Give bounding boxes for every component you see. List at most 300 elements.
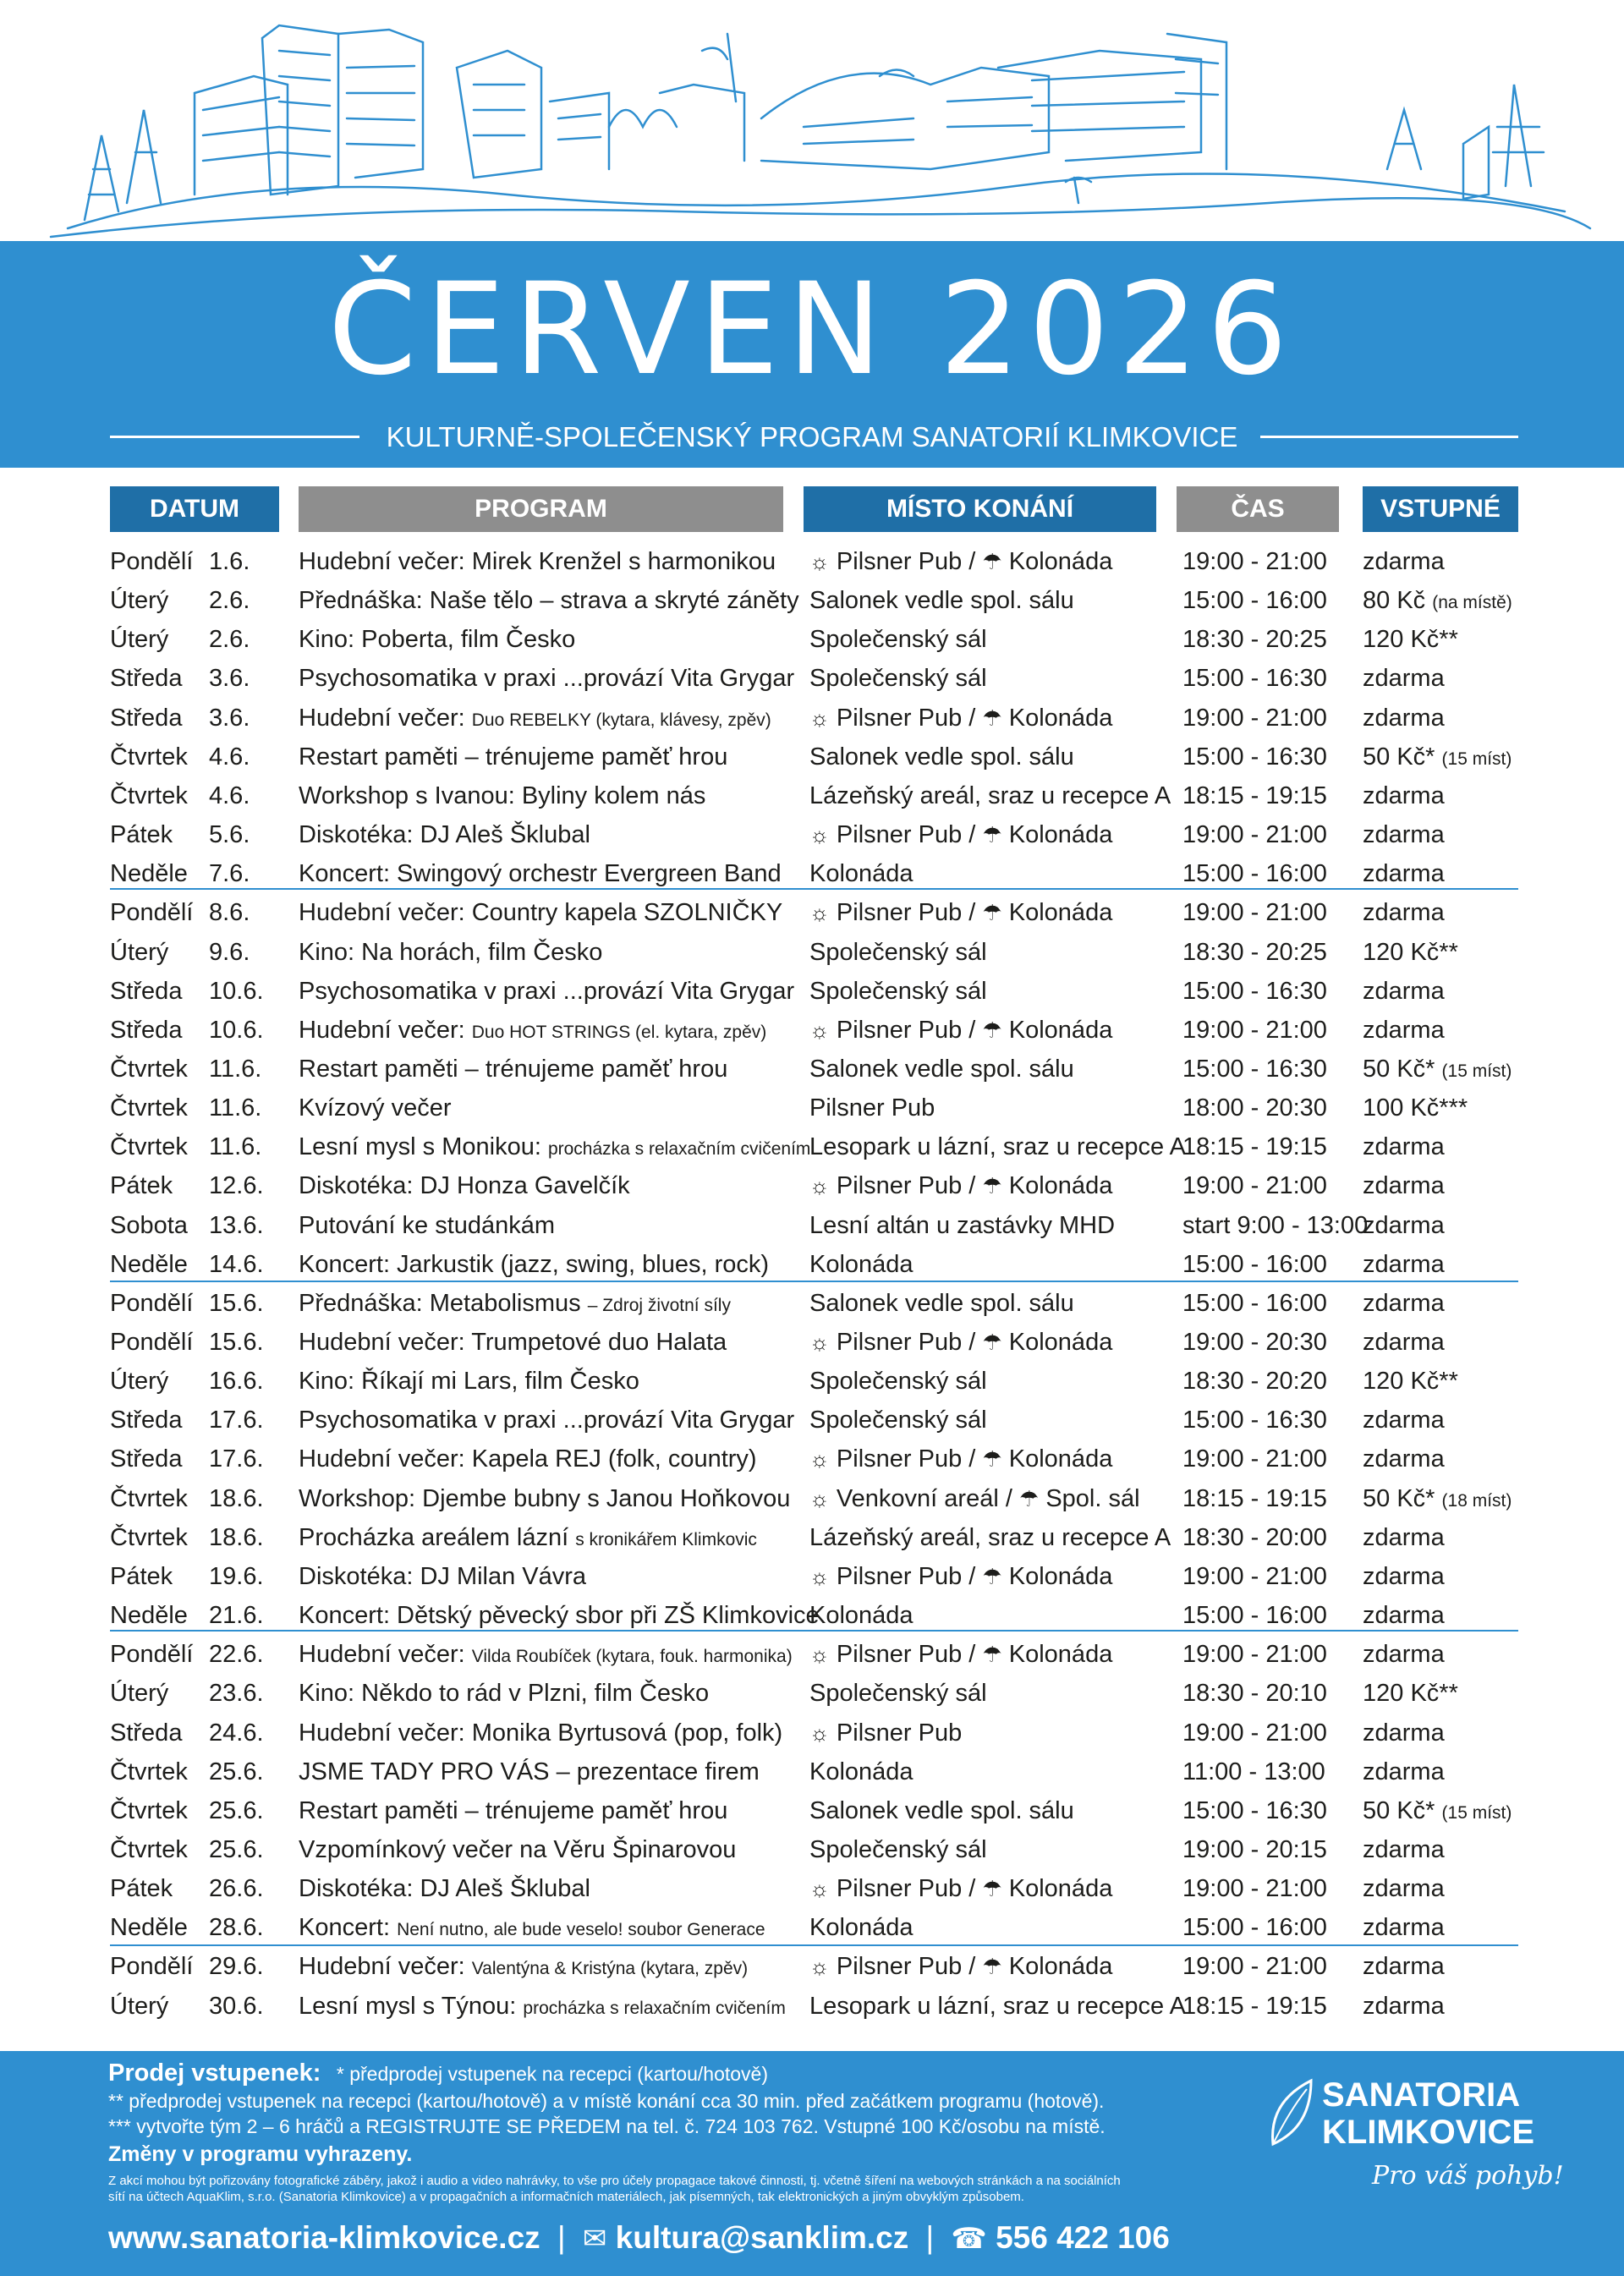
table-row (0, 1440, 1624, 1478)
row-time: 18:30 - 20:25 (1182, 626, 1327, 654)
page-subtitle (0, 420, 1624, 454)
table-row (0, 1206, 1624, 1245)
umbrella-rain-icon: ☂ (982, 822, 1002, 848)
entry-note: (na místě) (1432, 593, 1512, 613)
row-entry (1363, 1674, 1458, 1713)
row-entry (1363, 776, 1445, 815)
row-date: 16.6. (209, 1368, 264, 1396)
program-text: Kino: Říkají mi Lars, film Česko (299, 1368, 639, 1396)
row-entry (1363, 1869, 1445, 1908)
row-place: Lesní altán u zastávky MHD (809, 1211, 1116, 1239)
sun-icon: ☼ (809, 549, 830, 574)
place-rainy: Kolonáda (1008, 1016, 1113, 1044)
entry-price: zdarma (1363, 1289, 1445, 1317)
program-text: Kino: Poberta, film Česko (299, 626, 576, 654)
program-detail: – Zdroj životní síly (587, 1295, 731, 1315)
program-text: Workshop: Djembe bubny s Janou Hoňkovou (299, 1484, 791, 1512)
row-time: 19:00 - 20:30 (1182, 1329, 1327, 1356)
program-text: Hudební večer: (299, 1641, 465, 1669)
table-row (0, 542, 1624, 581)
entry-price: zdarma (1363, 1562, 1445, 1590)
row-time: 18:15 - 19:15 (1182, 1992, 1327, 2020)
row-day: Středa (110, 704, 183, 732)
row-place: Společenský sál (809, 665, 987, 693)
row-date: 11.6. (209, 1055, 262, 1083)
row-day: Středa (110, 1445, 183, 1473)
place-rainy: Kolonáda (1008, 548, 1113, 575)
row-place: ☼ Pilsner Pub / ☂ Kolonáda (809, 899, 1113, 927)
program-detail: s kronikářem Klimkovic (575, 1529, 757, 1549)
row-day: Pátek (110, 1875, 173, 1903)
place-sunny: Pilsner Pub (836, 1329, 963, 1356)
row-program (299, 1284, 731, 1325)
program-text: Koncert: Dětský pěvecký sbor při ZŠ Klimkovice (299, 1602, 820, 1630)
row-date: 30.6. (209, 1992, 264, 2020)
row-place: Společenský sál (809, 1680, 987, 1708)
row-date: 2.6. (209, 587, 250, 615)
table-row (0, 1401, 1624, 1440)
row-time: 15:00 - 16:30 (1182, 1407, 1327, 1434)
sun-icon: ☼ (809, 822, 830, 848)
row-day: Čtvrtek (110, 1055, 188, 1083)
row-entry (1363, 738, 1512, 779)
program-detail: Duo HOT STRINGS (el. kytara, zpěv) (471, 1022, 767, 1042)
entry-price: 80 Kč (1363, 587, 1426, 615)
sun-icon: ☼ (809, 1719, 830, 1746)
row-place: Lesopark u lázní, sraz u recepce A (809, 1992, 1186, 2020)
row-program (299, 776, 705, 815)
changes-notice: Změny v programu vyhrazeny. (108, 2142, 413, 2166)
entry-price: zdarma (1363, 1133, 1445, 1161)
row-entry (1363, 1127, 1445, 1166)
row-time: 15:00 - 16:00 (1182, 1250, 1327, 1278)
row-entry (1363, 815, 1445, 854)
row-place: Kolonáda (809, 860, 914, 888)
mail-icon: ✉ (582, 2223, 607, 2255)
row-program (299, 972, 794, 1011)
entry-price: 50 Kč* (1363, 1796, 1435, 1824)
program-text: Diskotéka: DJ Aleš Šklubal (299, 1875, 590, 1903)
entry-price: zdarma (1363, 899, 1445, 927)
program-text: Hudební večer: Monika Byrtusová (pop, folk) (299, 1719, 783, 1747)
note-triple-star: *** vytvořte tým 2 – 6 hráčů a REGISTRUJTE SE PŘEDEM na tel. č. 724 103 762. Vstupné 100 Kč/osobu na místě. (108, 2115, 1106, 2137)
week-separator (110, 1630, 1518, 1632)
row-day: Čtvrtek (110, 1758, 188, 1785)
legal-notice-1: Z akcí mohou být pořizovány fotografické záběry, jakož i audio a video nahrávky, to vše pro účely propagace takové činnosti, tj. včetně šíření na webových stránkách a na sociálních (108, 2174, 1121, 2188)
row-time: 18:15 - 19:15 (1182, 1484, 1327, 1512)
row-day: Pátek (110, 1562, 173, 1590)
table-row (0, 1674, 1624, 1713)
table-row (0, 1947, 1624, 1986)
row-program (299, 1947, 748, 1988)
row-date: 7.6. (209, 860, 250, 888)
row-time: 19:00 - 21:00 (1182, 1641, 1327, 1669)
row-time: 18:15 - 19:15 (1182, 1133, 1327, 1161)
header-vstupne: VSTUPNÉ (1363, 486, 1518, 532)
row-place: Společenský sál (809, 1407, 987, 1434)
entry-price: zdarma (1363, 1602, 1445, 1630)
row-day: Čtvrtek (110, 743, 188, 771)
row-place: Lesopark u lázní, sraz u recepce A (809, 1133, 1186, 1161)
row-entry (1363, 1557, 1445, 1596)
row-time: 19:00 - 21:00 (1182, 1719, 1327, 1747)
logo-line-1: SANATORIA (1322, 2076, 1521, 2114)
row-time: 19:00 - 20:15 (1182, 1835, 1327, 1863)
place-sunny: Pilsner Pub (836, 821, 963, 849)
row-place: ☼ Pilsner Pub / ☂ Kolonáda (809, 1641, 1113, 1669)
row-program (299, 699, 771, 740)
row-date: 11.6. (209, 1133, 262, 1161)
place-sunny: Pilsner Pub (836, 548, 963, 575)
row-place: Salonek vedle spol. sálu (809, 743, 1074, 771)
row-day: Neděle (110, 1250, 188, 1278)
row-entry (1363, 1635, 1445, 1674)
row-day: Úterý (110, 626, 169, 654)
leaf-icon (1265, 2076, 1315, 2153)
table-row (0, 1362, 1624, 1401)
row-date: 22.6. (209, 1641, 264, 1669)
row-time: 19:00 - 21:00 (1182, 821, 1327, 849)
row-date: 3.6. (209, 665, 250, 693)
entry-price: zdarma (1363, 1719, 1445, 1747)
row-date: 10.6. (209, 1016, 264, 1044)
table-row (0, 933, 1624, 972)
entry-price: zdarma (1363, 860, 1445, 888)
row-date: 11.6. (209, 1094, 262, 1122)
table-row (0, 1050, 1624, 1089)
row-date: 15.6. (209, 1289, 264, 1317)
program-text: Hudební večer: (299, 1016, 465, 1044)
program-text: Restart paměti – trénujeme paměť hrou (299, 1796, 728, 1824)
place-rainy: Kolonáda (1008, 1562, 1113, 1590)
row-time: 15:00 - 16:00 (1182, 1289, 1327, 1317)
table-row (0, 1089, 1624, 1127)
row-program (299, 1908, 765, 1950)
row-program (299, 1674, 709, 1713)
place-sunny: Pilsner Pub (836, 1719, 963, 1747)
row-entry (1363, 659, 1445, 698)
row-date: 15.6. (209, 1329, 264, 1356)
row-date: 10.6. (209, 977, 264, 1005)
row-place: Společenský sál (809, 626, 987, 654)
email-link[interactable]: kultura@sanklim.cz (615, 2220, 909, 2255)
header-misto-konani: MÍSTO KONÁNÍ (804, 486, 1156, 532)
row-time: 15:00 - 16:30 (1182, 1796, 1327, 1824)
entry-price: zdarma (1363, 1875, 1445, 1903)
entry-price: zdarma (1363, 1016, 1445, 1044)
entry-price: zdarma (1363, 821, 1445, 849)
place-sunny: Pilsner Pub (836, 1445, 963, 1473)
row-time: 19:00 - 21:00 (1182, 704, 1327, 732)
row-entry (1363, 893, 1445, 932)
row-date: 13.6. (209, 1211, 264, 1239)
entry-price: zdarma (1363, 665, 1445, 693)
row-entry (1363, 1050, 1512, 1091)
program-text: Koncert: Jarkustik (jazz, swing, blues, rock) (299, 1250, 770, 1278)
row-entry (1363, 581, 1512, 622)
program-text: Restart paměti – trénujeme paměť hrou (299, 743, 728, 771)
umbrella-rain-icon: ☂ (982, 1954, 1002, 1980)
row-program (299, 1987, 786, 2028)
row-program (299, 1714, 782, 1752)
program-text: Hudební večer: Kapela REJ (folk, country) (299, 1445, 757, 1473)
row-program (299, 1050, 727, 1089)
entry-price: zdarma (1363, 782, 1445, 809)
row-entry (1363, 1401, 1445, 1440)
program-text: Workshop s Ivanou: Byliny kolem nás (299, 782, 706, 809)
row-time: 15:00 - 16:00 (1182, 1914, 1327, 1942)
table-row (0, 1518, 1624, 1557)
row-time: 19:00 - 21:00 (1182, 548, 1327, 575)
row-place: ☼ Pilsner Pub / ☂ Kolonáda (809, 1875, 1113, 1903)
umbrella-rain-icon: ☂ (982, 1017, 1002, 1043)
program-text: Lesní mysl s Týnou: (299, 1992, 517, 2020)
row-day: Čtvrtek (110, 1094, 188, 1122)
row-program (299, 542, 776, 581)
table-row (0, 581, 1624, 620)
program-text: Koncert: (299, 1914, 390, 1942)
row-entry (1363, 1479, 1512, 1521)
place-rainy: Kolonáda (1008, 1445, 1113, 1473)
umbrella-rain-icon: ☂ (982, 549, 1002, 574)
row-place: ☼ Pilsner Pub / ☂ Kolonáda (809, 1172, 1113, 1200)
row-date: 19.6. (209, 1562, 264, 1590)
row-day: Středa (110, 665, 183, 693)
website-link[interactable]: www.sanatoria-klimkovice.cz (108, 2220, 540, 2255)
row-entry (1363, 1166, 1445, 1205)
table-row (0, 1127, 1624, 1166)
row-date: 4.6. (209, 782, 250, 809)
row-date: 1.6. (209, 548, 250, 575)
table-row (0, 1245, 1624, 1284)
row-time: start 9:00 - 13:00 (1182, 1211, 1369, 1239)
row-day: Čtvrtek (110, 1796, 188, 1824)
table-row (0, 1908, 1624, 1947)
program-detail: Vilda Roubíček (kytara, fouk. harmonika) (471, 1647, 793, 1667)
table-row (0, 972, 1624, 1011)
place-sunny: Pilsner Pub (836, 899, 963, 927)
entry-price: zdarma (1363, 1445, 1445, 1473)
phone-icon: ☎ (951, 2223, 987, 2255)
umbrella-rain-icon: ☂ (982, 900, 1002, 926)
place-rainy: Kolonáda (1008, 1172, 1113, 1200)
phone-number[interactable]: 556 422 106 (996, 2220, 1170, 2255)
table-row (0, 1791, 1624, 1830)
table-row (0, 1830, 1624, 1869)
program-text: Koncert: Swingový orchestr Evergreen Band (299, 860, 782, 888)
row-program (299, 1752, 760, 1791)
divider: | (925, 2220, 935, 2255)
row-date: 9.6. (209, 938, 250, 966)
entry-price: zdarma (1363, 1329, 1445, 1356)
table-row (0, 1284, 1624, 1323)
umbrella-rain-icon: ☂ (982, 1173, 1002, 1199)
row-time: 18:30 - 20:10 (1182, 1680, 1327, 1708)
note-double-star: ** předprodej vstupenek na recepci (kartou/hotově) a v místě konání cca 30 min. před začátkem programu (hotově). (108, 2090, 1105, 2112)
row-day: Úterý (110, 1992, 169, 2020)
row-time: 15:00 - 16:30 (1182, 1055, 1327, 1083)
entry-price: zdarma (1363, 1914, 1445, 1942)
program-text: Hudební večer: Mirek Krenžel s harmonikou (299, 548, 776, 575)
row-day: Pondělí (110, 899, 194, 927)
umbrella-rain-icon: ☂ (982, 1330, 1002, 1355)
entry-price: zdarma (1363, 1953, 1445, 1981)
row-day: Středa (110, 977, 183, 1005)
row-program (299, 659, 794, 698)
note-single-star: * předprodej vstupenek na recepci (kartou/hotově) (336, 2063, 768, 2085)
place-rainy: Kolonáda (1008, 704, 1113, 732)
row-place: Salonek vedle spol. sálu (809, 587, 1074, 615)
program-text: Lesní mysl s Monikou: (299, 1133, 541, 1161)
place-sunny: Pilsner Pub (836, 1016, 963, 1044)
row-place: Salonek vedle spol. sálu (809, 1289, 1074, 1317)
table-row (0, 1011, 1624, 1050)
entry-price: zdarma (1363, 1211, 1445, 1239)
row-date: 21.6. (209, 1602, 264, 1630)
row-day: Úterý (110, 1368, 169, 1396)
place-sunny: Pilsner Pub (836, 1172, 963, 1200)
row-entry (1363, 1714, 1445, 1752)
row-day: Čtvrtek (110, 1835, 188, 1863)
header-datum: DATUM (110, 486, 279, 532)
table-row (0, 620, 1624, 659)
row-place: Pilsner Pub (809, 1094, 935, 1122)
row-place: ☼ Pilsner Pub / ☂ Kolonáda (809, 1562, 1113, 1590)
row-program (299, 1518, 757, 1560)
table-row (0, 1987, 1624, 2026)
umbrella-rain-icon: ☂ (982, 1642, 1002, 1668)
row-place: ☼ Venkovní areál / ☂ Spol. sál (809, 1484, 1140, 1512)
place-sunny: Pilsner Pub (836, 1641, 963, 1669)
sun-icon: ☼ (809, 1954, 830, 1980)
row-date: 25.6. (209, 1758, 264, 1785)
title-banner (0, 241, 1624, 468)
sun-icon: ☼ (809, 900, 830, 926)
row-day: Pátek (110, 1172, 173, 1200)
row-entry (1363, 1947, 1445, 1986)
sun-icon: ☼ (809, 705, 830, 731)
row-entry (1363, 542, 1445, 581)
row-program (299, 1127, 810, 1169)
program-text: Diskotéka: DJ Honza Gavelčík (299, 1172, 630, 1200)
row-program (299, 1791, 727, 1830)
row-day: Úterý (110, 1680, 169, 1708)
row-program (299, 933, 602, 972)
row-day: Neděle (110, 860, 188, 888)
row-day: Pondělí (110, 1641, 194, 1669)
sun-icon: ☼ (809, 1173, 830, 1199)
row-time: 19:00 - 21:00 (1182, 1445, 1327, 1473)
entry-price: 50 Kč* (1363, 1484, 1435, 1512)
row-date: 4.6. (209, 743, 250, 771)
week-separator (110, 888, 1518, 890)
entry-price: zdarma (1363, 1992, 1445, 2020)
program-text: Hudební večer: (299, 1953, 465, 1981)
row-place: Kolonáda (809, 1758, 914, 1785)
row-time: 18:00 - 20:30 (1182, 1094, 1327, 1122)
week-separator (110, 1944, 1518, 1946)
program-detail: Duo REBELKY (kytara, klávesy, zpěv) (471, 710, 771, 730)
ticket-sales-title: Prodej vstupenek: (108, 2059, 321, 2087)
row-place: Salonek vedle spol. sálu (809, 1055, 1074, 1083)
row-entry (1363, 1791, 1512, 1833)
row-date: 18.6. (209, 1523, 264, 1551)
row-time: 19:00 - 21:00 (1182, 1172, 1327, 1200)
entry-price: zdarma (1363, 704, 1445, 732)
program-text: Vzpomínkový večer na Věru Špinarovou (299, 1835, 737, 1863)
logo-line-2: KLIMKOVICE (1322, 2114, 1535, 2151)
table-row (0, 699, 1624, 738)
row-day: Středa (110, 1407, 183, 1434)
row-place: ☼ Pilsner Pub / ☂ Kolonáda (809, 1953, 1113, 1981)
row-program (299, 1166, 630, 1205)
table-row (0, 1166, 1624, 1205)
table-row (0, 1557, 1624, 1596)
table-row (0, 1323, 1624, 1362)
row-place: Společenský sál (809, 977, 987, 1005)
row-place: Společenský sál (809, 1835, 987, 1863)
row-program (299, 1362, 639, 1401)
sun-icon: ☼ (809, 1017, 830, 1043)
row-date: 25.6. (209, 1796, 264, 1824)
row-program (299, 815, 590, 854)
row-place: ☼ Pilsner Pub / ☂ Kolonáda (809, 704, 1113, 732)
row-day: Pondělí (110, 1953, 194, 1981)
row-place: Kolonáda (809, 1602, 914, 1630)
table-row (0, 776, 1624, 815)
program-text: Diskotéka: DJ Milan Vávra (299, 1562, 587, 1590)
row-time: 15:00 - 16:00 (1182, 587, 1327, 615)
row-date: 29.6. (209, 1953, 264, 1981)
row-entry (1363, 1830, 1445, 1869)
row-day: Čtvrtek (110, 782, 188, 809)
subtitle-text: KULTURNĚ-SPOLEČENSKÝ PROGRAM SANATORIÍ KLIMKOVICE (368, 421, 1257, 452)
entry-price: 50 Kč* (1363, 743, 1435, 771)
row-program (299, 581, 799, 620)
row-day: Neděle (110, 1602, 188, 1630)
building-sketch-illustration (0, 0, 1624, 245)
week-separator (110, 1281, 1518, 1282)
table-row (0, 1635, 1624, 1674)
row-time: 15:00 - 16:30 (1182, 743, 1327, 771)
row-date: 14.6. (209, 1250, 264, 1278)
row-entry (1363, 1206, 1445, 1245)
row-time: 15:00 - 16:30 (1182, 665, 1327, 693)
umbrella-rain-icon: ☂ (1018, 1485, 1040, 1511)
place-rainy: Kolonáda (1008, 821, 1113, 849)
umbrella-rain-icon: ☂ (982, 705, 1002, 731)
program-text: Kino: Na horách, film Česko (299, 938, 603, 966)
entry-note: (15 míst) (1441, 1061, 1512, 1081)
entry-price: zdarma (1363, 1250, 1445, 1278)
table-row (0, 659, 1624, 698)
place-sunny: Pilsner Pub (836, 1562, 963, 1590)
row-day: Středa (110, 1016, 183, 1044)
entry-price: 120 Kč** (1363, 1680, 1458, 1708)
row-program (299, 1440, 757, 1478)
entry-price: 100 Kč*** (1363, 1094, 1468, 1122)
program-text: Psychosomatika v praxi ...provází Vita Grygar (299, 665, 795, 693)
row-time: 15:00 - 16:30 (1182, 977, 1327, 1005)
row-place: Kolonáda (809, 1250, 914, 1278)
place-rainy: Spol. sál (1045, 1484, 1140, 1512)
place-rainy: Kolonáda (1008, 1953, 1113, 1981)
row-program (299, 1635, 793, 1676)
program-text: Hudební večer: Country kapela SZOLNIČKY (299, 899, 783, 927)
entry-note: (18 míst) (1441, 1490, 1512, 1511)
entry-price: zdarma (1363, 977, 1445, 1005)
row-day: Sobota (110, 1211, 188, 1239)
